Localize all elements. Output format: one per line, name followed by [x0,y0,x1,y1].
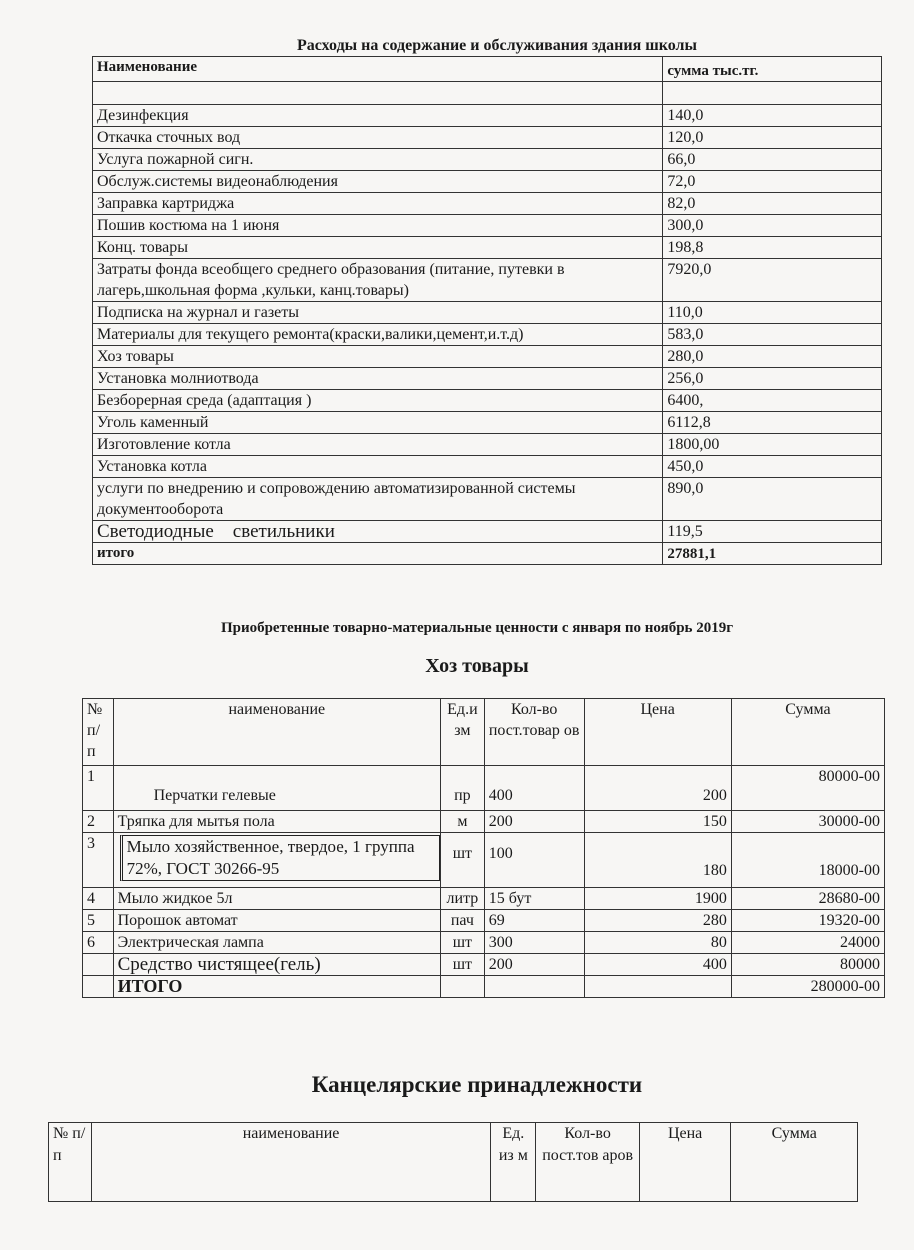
table-row: Установка котла 450,0 [93,456,882,478]
table-row: 6 Электрическая лампа шт 300 80 24000 [83,932,885,954]
header-unit: Ед. из м [491,1123,536,1202]
table-row: Светодиодные светильники 119,5 [93,521,882,543]
header-no: № п/ п [49,1123,92,1202]
header-name: наименование [113,699,440,766]
header-price: Цена [584,699,731,766]
table-total-row: ИТОГО 280000-00 [83,976,885,998]
section1-title: Расходы на содержание и обслуживания здания школы [296,37,697,54]
table-row: Уголь каменный 6112,8 [93,412,882,434]
maintenance-expenses-table [92,56,882,565]
header-qty: Кол-во пост.тов аров [536,1123,639,1202]
table-row: Пошив костюма на 1 июня 300,0 [93,215,882,237]
table-row: Откачка сточных вод 120,0 [93,127,882,149]
table-row: Изготовление котла 1800,00 [93,434,882,456]
table-row: Дезинфекция 140,0 [93,105,882,127]
table-row: 2 Тряпка для мытья пола м 200 150 30000-00 [83,811,885,833]
table-row: 5 Порошок автомат пач 69 280 19320-00 [83,910,885,932]
table-header-row [49,1123,858,1202]
table-row: Хоз товары 280,0 [93,346,882,368]
table-row: Материалы для текущего ремонта(краски,валики,цемент,и.т.д) 583,0 [93,324,882,346]
header-name: Наименование [93,57,663,82]
section2-title: Приобретенные товарно-материальные ценности с января по ноябрь 2019г [220,620,734,636]
header-no: № п/ п [83,699,114,766]
table-total-row: итого 27881,1 [93,543,882,565]
header-name: наименование [91,1123,490,1202]
table-row: Средство чистящее(гель) шт 200 400 80000 [83,954,885,976]
stationery-table [48,1122,858,1202]
table-row: 4 Мыло жидкое 5л литр 15 бут 1900 28680-00 [83,888,885,910]
boxed-item-name: Мыло хозяйственное, твердое, 1 группа 72%, ГОСТ 30266-95 [120,835,440,881]
header-sum: сумма тыс.тг. [663,57,882,82]
header-qty: Кол-во пост.товар ов [484,699,584,766]
section2-subtitle: Хоз товары [425,655,529,677]
table-row: Обслуж.системы видеонаблюдения 72,0 [93,171,882,193]
table-row: Подписка на журнал и газеты 110,0 [93,302,882,324]
household-goods-table [82,698,885,998]
table-row: Заправка картриджа 82,0 [93,193,882,215]
table-row-empty [93,82,882,105]
table-row: Установка молниотвода 256,0 [93,368,882,390]
table-row: услуги по внедрению и сопровождению автоматизированной системы документооборота 890,0 [93,478,882,521]
table-header-row [93,57,882,82]
table-row: 1 Перчатки гелевые пр 400 200 80000-00 [83,766,885,811]
table-row: Безборерная среда (адаптация ) 6400, [93,390,882,412]
table-row: Затраты фонда всеобщего среднего образования (питание, путевки в лагерь,школьная форма ,кульки, канц.товары) 7920,0 [93,259,882,302]
header-unit: Ед.и зм [441,699,485,766]
header-sum: Сумма [731,1123,858,1202]
table-header-row [83,699,885,766]
header-sum: Сумма [731,699,884,766]
table-row: 3 Мыло хозяйственное, твердое, 1 группа 72%, ГОСТ 30266-95 шт 100 180 18000-00 [83,833,885,888]
section3-title: Канцелярские принадлежности [311,1072,643,1097]
header-price: Цена [639,1123,731,1202]
table-row: Конц. товары 198,8 [93,237,882,259]
table-row: Услуга пожарной сигн. 66,0 [93,149,882,171]
